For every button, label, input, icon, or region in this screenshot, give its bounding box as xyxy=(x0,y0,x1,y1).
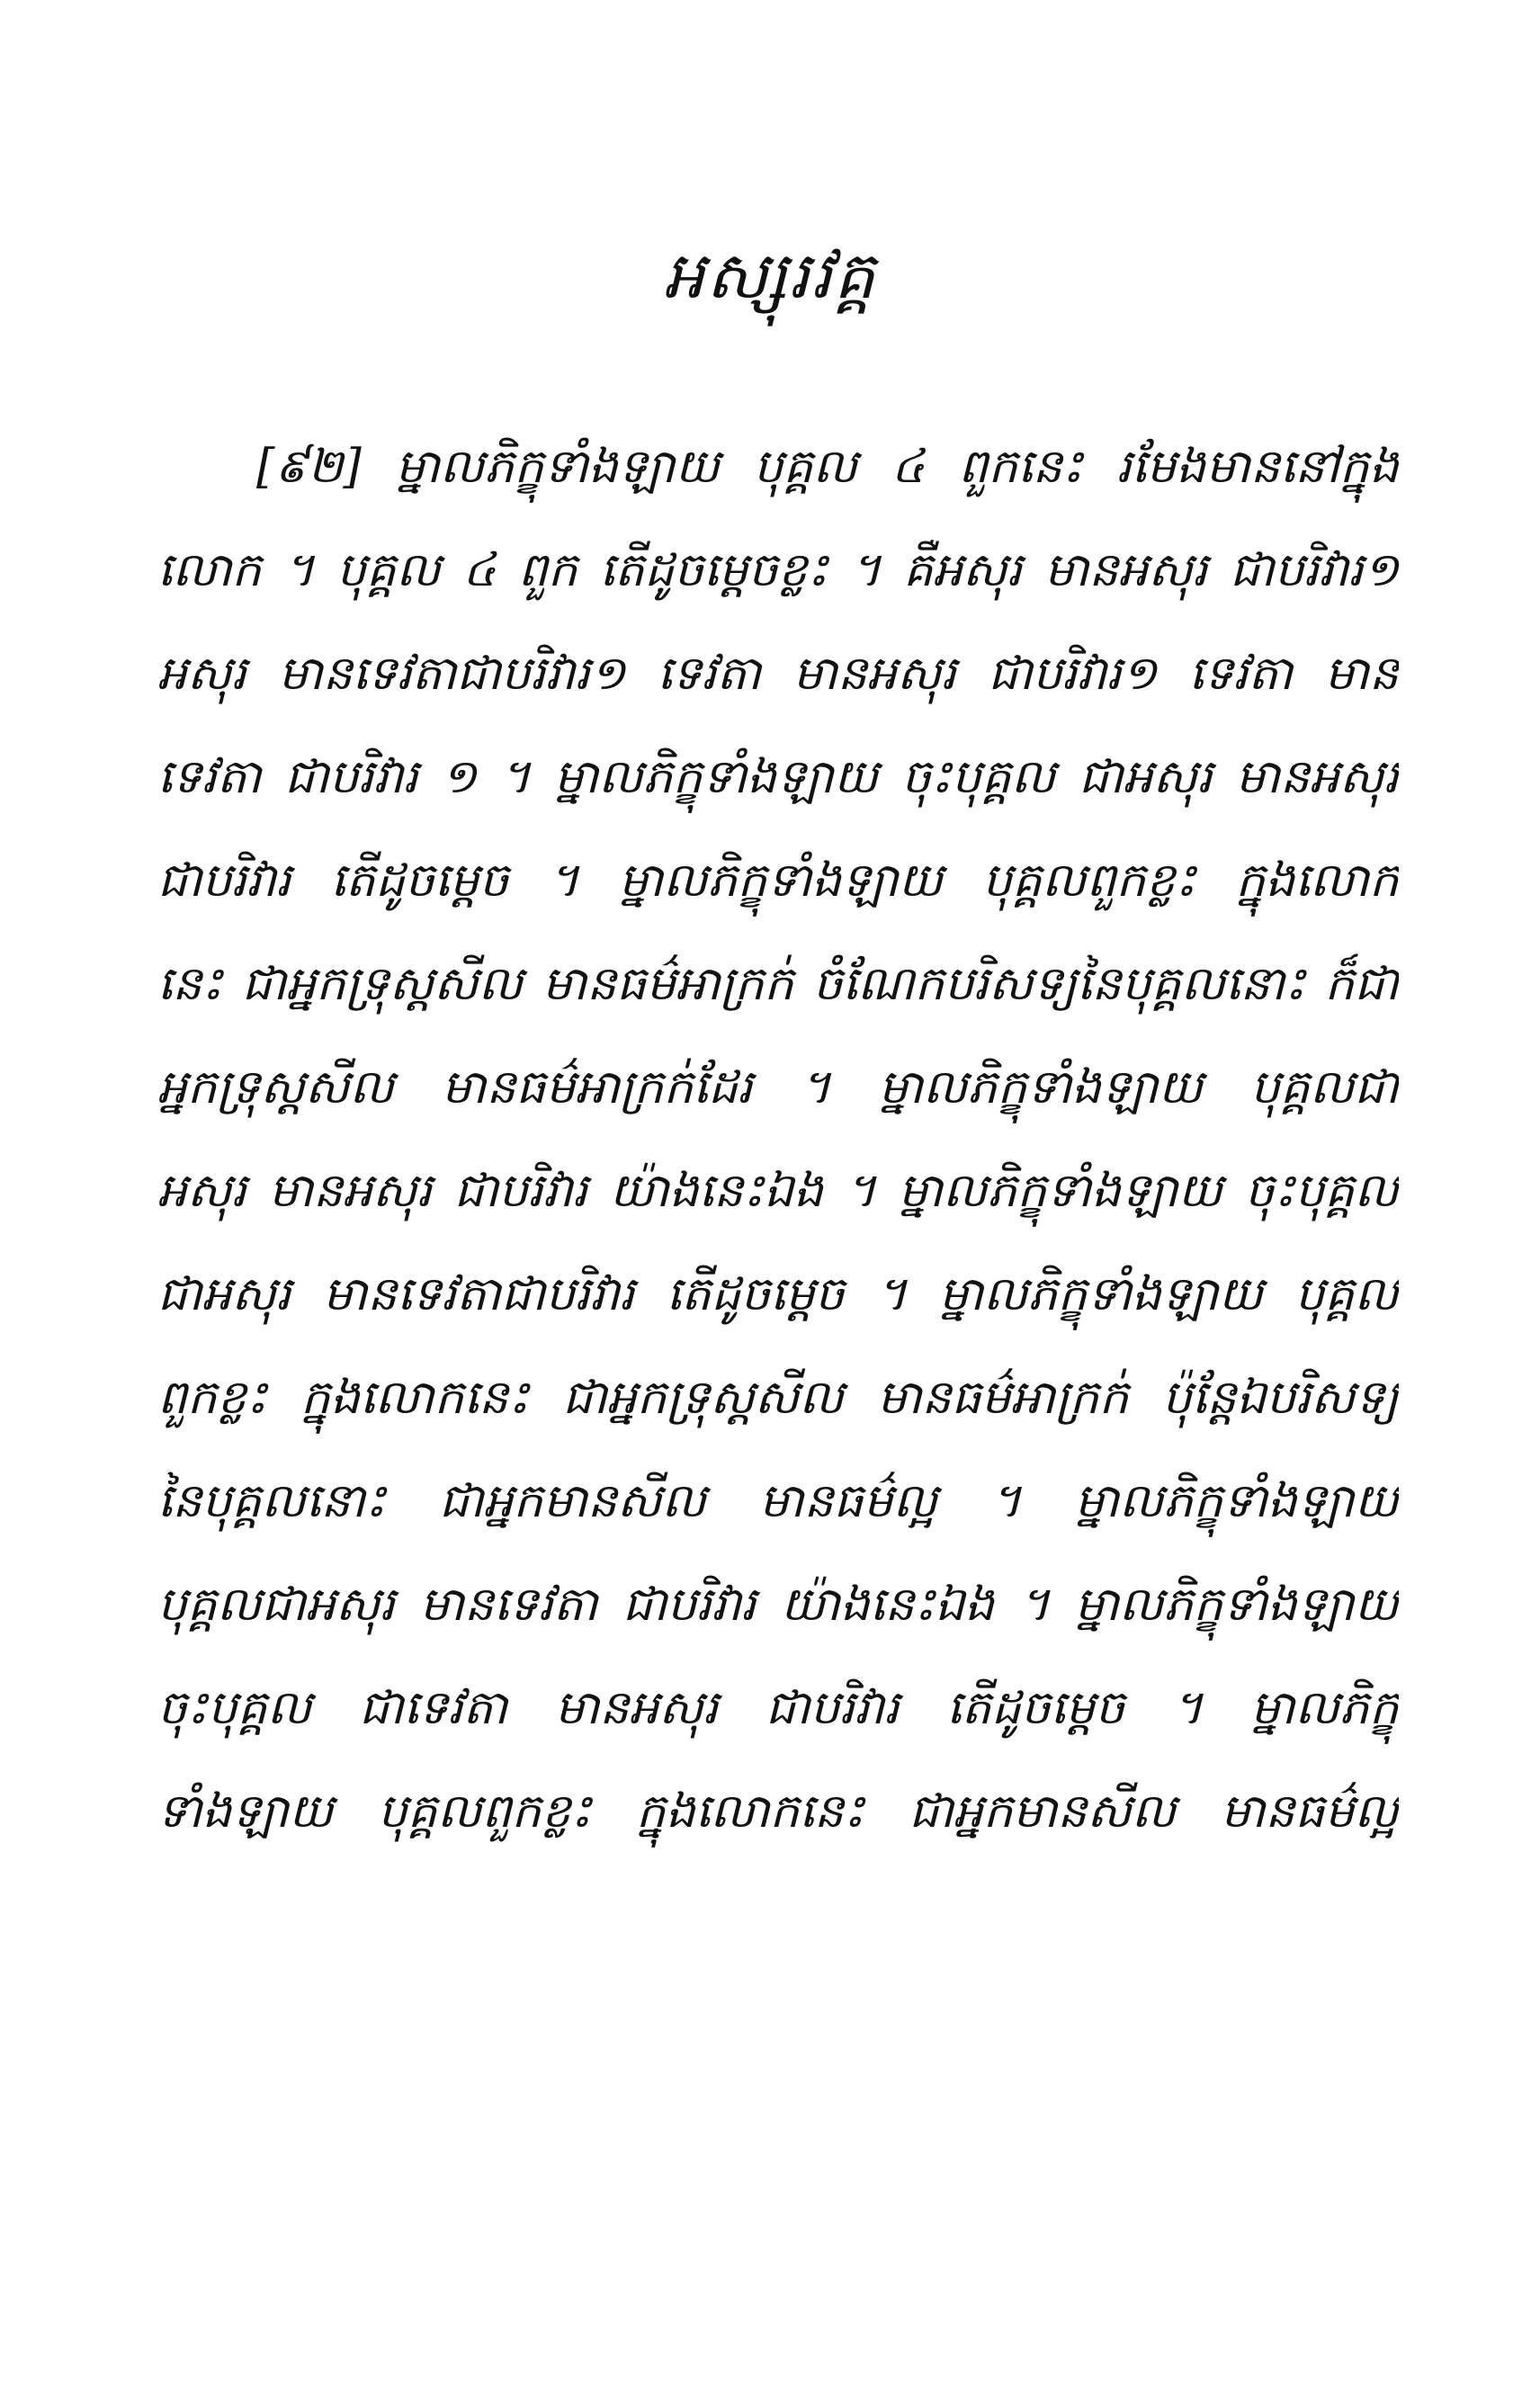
text-line: អសុរ មានអសុរ ជាបរិវារ យ៉ាងនេះឯង ។ ម្នាលភិក្ខុទាំងឡាយ ចុះបុគ្គល xyxy=(157,1164,1399,1218)
text-line: ជាអសុរ មានទេវតាជាបរិវារ តើដូចម្តេច ។ ម្នាលភិក្ខុទាំងឡាយ បុគ្គល xyxy=(157,1267,1399,1321)
text-line: ពួកខ្លះ ក្នុងលោកនេះ ជាអ្នកទ្រុស្តសីល មានធម៌អាក្រក់ ប៉ុន្តែឯបរិសទ្យ xyxy=(157,1371,1399,1425)
text-line: អសុរ មានទេវតាជាបរិវារ១ ទេវតា មានអសុរ ជាបរិវារ១ ទេវតា មាន xyxy=(157,647,1399,701)
text-line: ទាំងឡាយ បុគ្គលពួកខ្លះ ក្នុងលោកនេះ ជាអ្នកមានសីល មានធម៌ល្អ xyxy=(157,1785,1399,1839)
text-line: នៃបុគ្គលនោះ ជាអ្នកមានសីល មានធម៌ល្អ ។ ម្នាលភិក្ខុទាំងឡាយ xyxy=(157,1474,1399,1528)
text-line: នេះ ជាអ្នកទ្រុស្តសីល មានធម៌អាក្រក់ ចំណែកបរិសទ្យនៃបុគ្គលនោះ ក៏ជា xyxy=(157,957,1399,1011)
text-line: ជាបរិវារ តើដូចម្តេច ។ ម្នាលភិក្ខុទាំងឡាយ បុគ្គលពួកខ្លះ ក្នុងលោក xyxy=(157,854,1399,908)
text-line: ទេវតា ជាបរិវារ ១ ។ ម្នាលភិក្ខុទាំងឡាយ ចុះបុគ្គល ជាអសុរ មានអសុរ xyxy=(157,750,1399,804)
chapter-title: អស្សុរវគ្គ xyxy=(663,237,877,313)
text-line: បុគ្គលជាអសុរ មានទេវតា ជាបរិវារ យ៉ាងនេះឯង ។ ម្នាលភិក្ខុទាំងឡាយ xyxy=(157,1578,1399,1632)
text-line: លោក ។ បុគ្គល ៤ ពួក តើដូចម្តេចខ្លះ ។ គឺអសុរ មានអសុរ ជាបរិវារ១ xyxy=(157,543,1399,597)
text-line: [៩២] ម្នាលភិក្ខុទាំងឡាយ បុគ្គល ៤ ពួកនេះ រមែងមាននៅក្នុង xyxy=(256,440,1399,494)
body-text xyxy=(157,416,1399,1864)
text-line: អ្នកទ្រុស្តសីល មានធម៌អាក្រក់ដែរ ។ ម្នាលភិក្ខុទាំងឡាយ បុគ្គលជា xyxy=(157,1060,1399,1114)
text-line: ចុះបុគ្គល ជាទេវតា មានអសុរ ជាបរិវារ តើដូចម្តេច ។ ម្នាលភិក្ខុ xyxy=(157,1681,1399,1735)
